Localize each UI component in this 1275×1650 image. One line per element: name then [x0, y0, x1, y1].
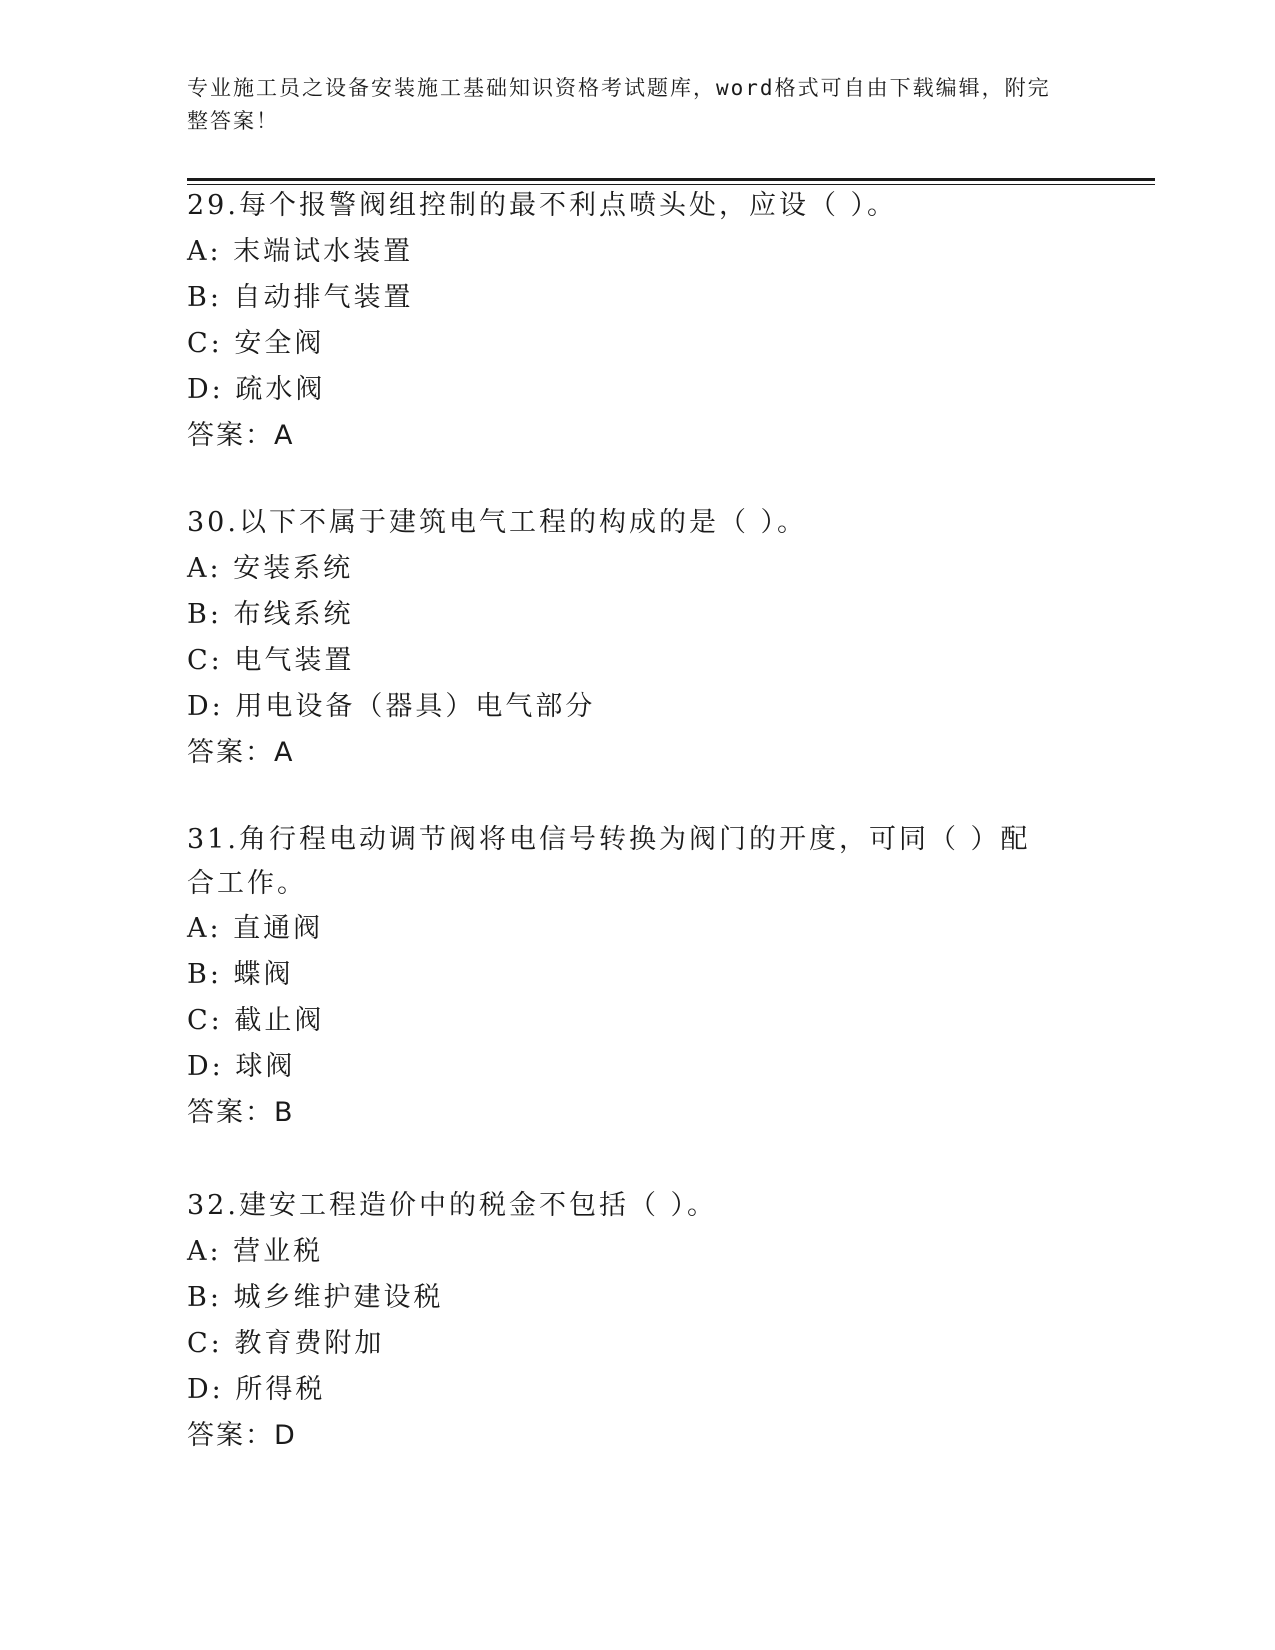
option-b: B: 自动排气装置 [187, 282, 414, 313]
option-b: B: 城乡维护建设税 [187, 1282, 444, 1313]
option-d: D: 疏水阀 [187, 374, 326, 405]
option-a: A: 直通阀 [187, 913, 324, 944]
question-stem: 29.每个报警阀组控制的最不利点喷头处，应设（ ）。 [187, 190, 898, 221]
option-b: B: 蝶阀 [187, 959, 294, 990]
question-31 [187, 818, 1067, 1136]
answer: 答案：D [187, 1420, 297, 1451]
option-b: B: 布线系统 [187, 599, 354, 630]
option-a: A: 营业税 [187, 1236, 324, 1267]
question-32 [187, 1183, 1067, 1459]
question-stem: 30.以下不属于建筑电气工程的构成的是（ ）。 [187, 507, 808, 538]
document-header: 专业施工员之设备安装施工基础知识资格考试题库，word格式可自由下载编辑，附完整答案！ [187, 76, 1051, 133]
answer: 答案：B [187, 1097, 295, 1128]
option-c: C: 电气装置 [187, 645, 355, 676]
answer: 答案：A [187, 737, 295, 768]
option-a: A: 末端试水装置 [187, 236, 414, 267]
answer: 答案：A [187, 420, 295, 451]
question-30 [187, 500, 1067, 776]
question-stem: 32.建安工程造价中的税金不包括（ ）。 [187, 1190, 718, 1221]
question-stem: 31.角行程电动调节阀将电信号转换为阀门的开度，可同（ ）配合工作。 [187, 824, 1031, 899]
header-divider [187, 178, 1155, 181]
option-d: D: 所得税 [187, 1374, 326, 1405]
option-c: C: 截止阀 [187, 1005, 325, 1036]
option-d: D: 用电设备（器具）电气部分 [187, 691, 596, 722]
question-29 [187, 183, 1067, 459]
option-c: C: 教育费附加 [187, 1328, 385, 1359]
option-c: C: 安全阀 [187, 328, 325, 359]
option-a: A: 安装系统 [187, 553, 354, 584]
option-d: D: 球阀 [187, 1051, 296, 1082]
